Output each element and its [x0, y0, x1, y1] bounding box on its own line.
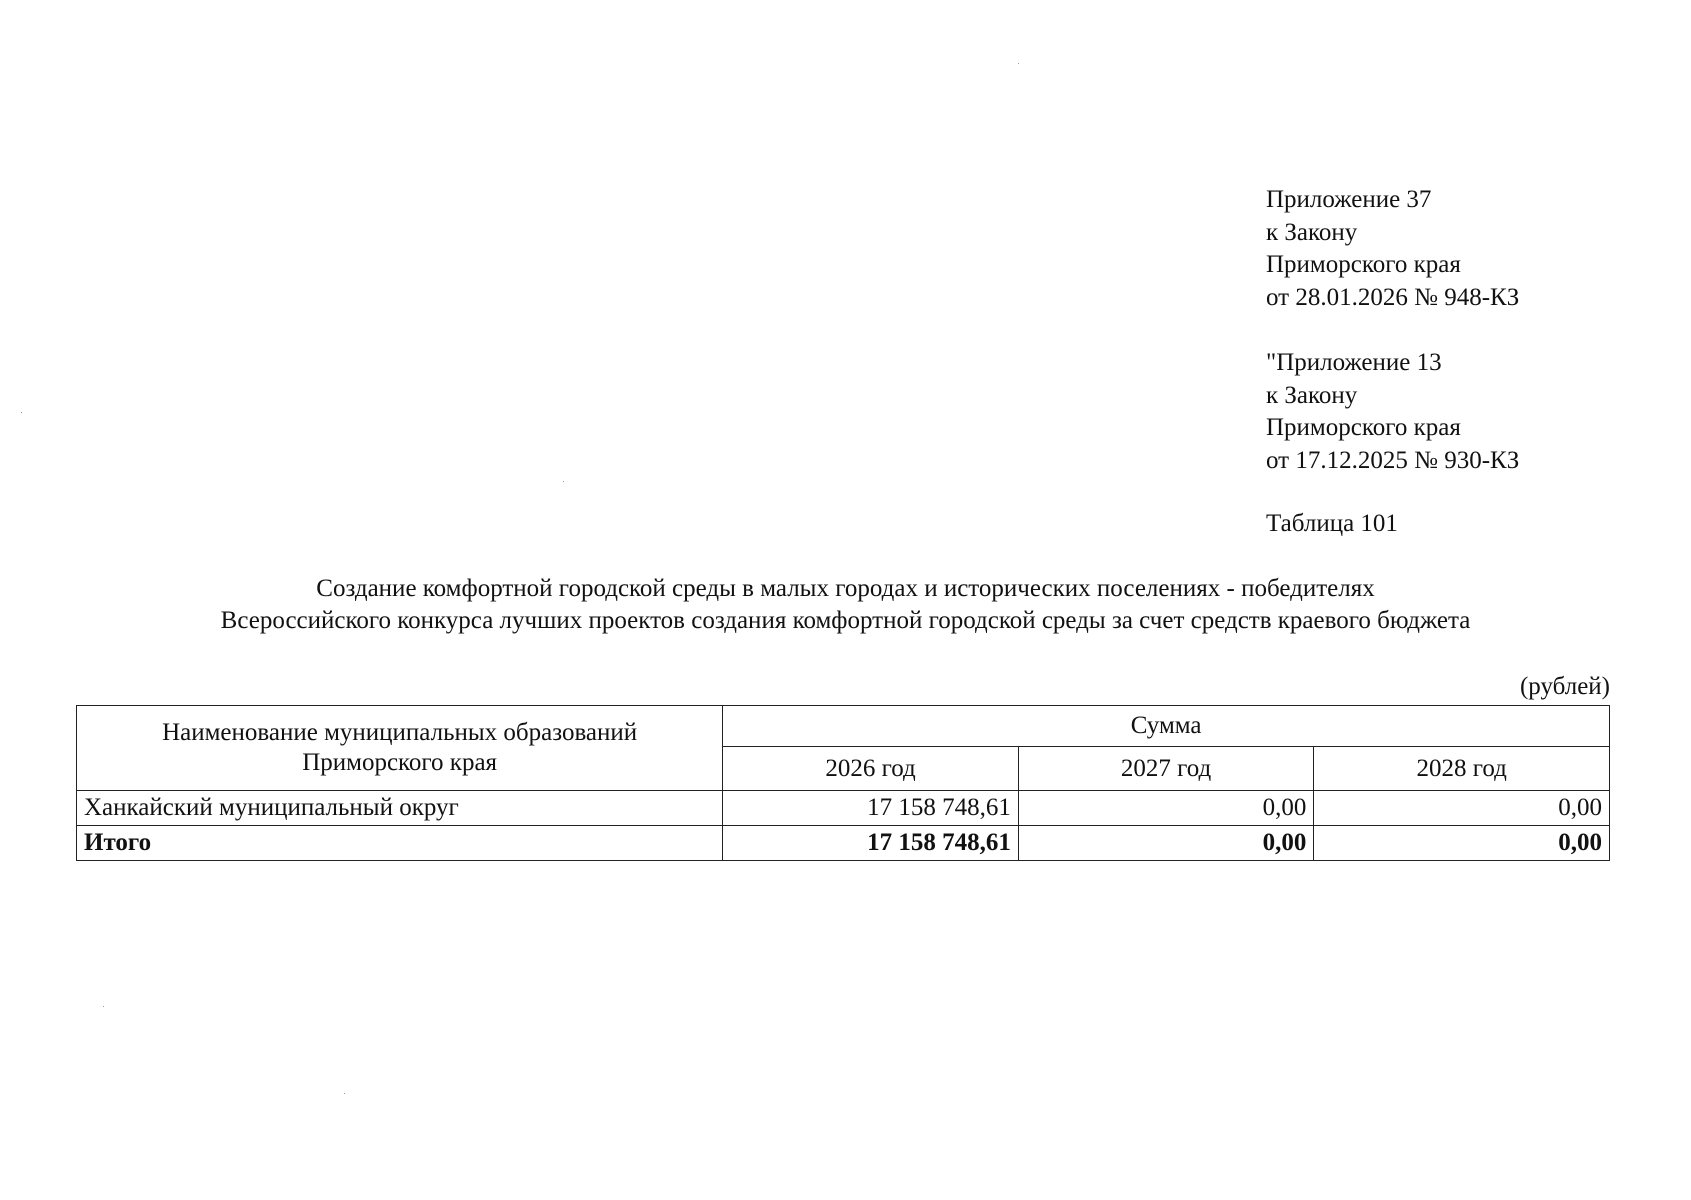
scan-speck	[103, 1006, 104, 1007]
units-label: (рублей)	[1519, 673, 1610, 700]
total-2026-cell: 17 158 748,61	[723, 826, 1019, 861]
total-2028-cell: 0,00	[1314, 826, 1610, 861]
table-header-row	[77, 706, 1610, 747]
appendix-37-line: Приложение 37	[1266, 186, 1432, 213]
table-row	[77, 791, 1610, 826]
table-number: Таблица 101	[1266, 510, 1398, 537]
appendix-37-reference	[1266, 184, 1519, 314]
appendix-13-line: от 17.12.2025 № 930-КЗ	[1266, 446, 1520, 474]
appendix-13-line: к Закону	[1266, 381, 1358, 409]
appendix-13-line: "Приложение 13	[1266, 349, 1442, 376]
amount-2028-cell: 0,00	[1314, 791, 1610, 826]
column-header-year-2028: 2028 год	[1314, 747, 1610, 791]
scan-speck	[21, 412, 22, 413]
document-title-line-1: Создание комфортной городской среды в малых городах и исторических поселениях - победителях	[316, 575, 1375, 602]
document-title-line-2: Всероссийского конкурса лучших проектов создания комфортной городской среды за счет средств краевого бюджета	[220, 607, 1471, 634]
scan-speck	[344, 1093, 345, 1094]
column-header-municipality-line: Приморского края	[302, 749, 498, 776]
appendix-13-reference	[1266, 347, 1519, 477]
total-2027-cell: 0,00	[1018, 826, 1314, 861]
scan-speck	[563, 481, 564, 482]
column-header-municipality	[77, 706, 723, 791]
municipality-name-cell: Ханкайский муниципальный округ	[77, 791, 723, 826]
column-header-sum: Сумма	[723, 706, 1610, 747]
appendix-13-line: Приморского края	[1266, 414, 1461, 441]
table-total-row	[77, 826, 1610, 861]
column-header-municipality-line: Наименование муниципальных образований	[162, 719, 638, 746]
column-header-year-2026: 2026 год	[723, 747, 1019, 791]
appendix-37-line: к Закону	[1266, 218, 1358, 246]
total-label-cell: Итого	[77, 826, 723, 861]
amount-2027-cell: 0,00	[1018, 791, 1314, 826]
appendix-37-line: Приморского края	[1266, 251, 1461, 278]
appendix-37-line: от 28.01.2026 № 948-КЗ	[1266, 283, 1520, 311]
amount-2026-cell: 17 158 748,61	[723, 791, 1019, 826]
column-header-year-2027: 2027 год	[1018, 747, 1314, 791]
scan-speck	[1018, 63, 1019, 64]
budget-table	[76, 705, 1610, 861]
